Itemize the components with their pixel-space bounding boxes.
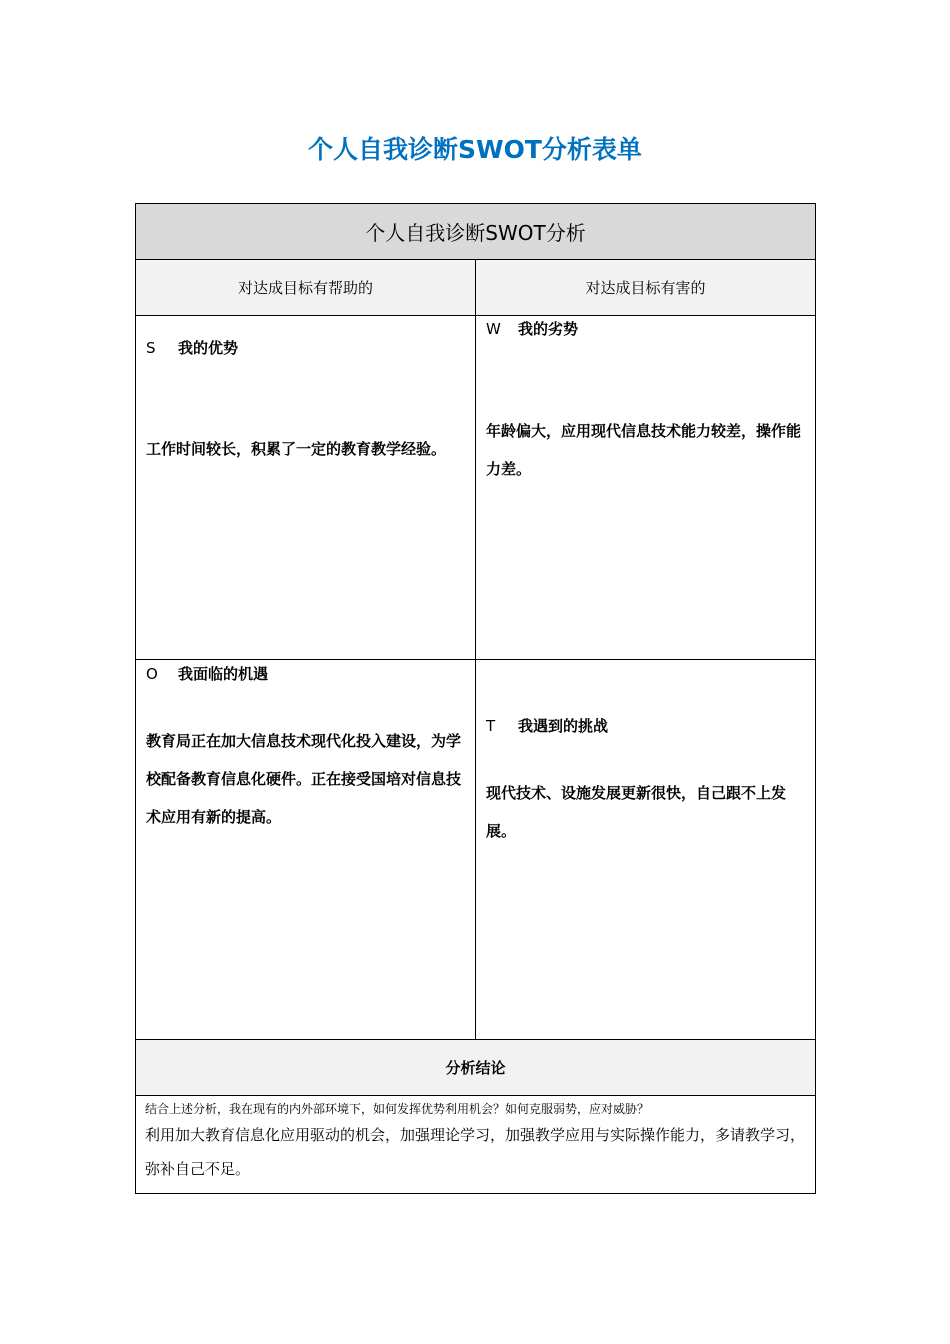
table-header: 个人自我诊断SWOT分析 <box>136 204 816 260</box>
threats-heading <box>486 716 608 736</box>
opportunities-title: 我面临的机遇 <box>178 665 269 683</box>
strengths-cell[interactable] <box>136 316 476 660</box>
opportunities-cell[interactable] <box>136 660 476 1040</box>
conclusion-body: 利用加大教育信息化应用驱动的机会，加强理论学习，加强教学应用与实际操作能力，多请教学习，弥补自己不足。 <box>145 1126 806 1178</box>
conclusion-header: 分析结论 <box>136 1040 816 1096</box>
threats-cell[interactable] <box>476 660 816 1040</box>
strengths-title: 我的优势 <box>178 339 239 357</box>
weaknesses-letter: W <box>486 320 501 338</box>
opportunities-letter: O <box>146 665 158 683</box>
threats-letter: T <box>486 717 496 735</box>
strengths-heading <box>146 338 238 358</box>
strengths-body: 工作时间较长，积累了一定的教育教学经验。 <box>146 440 447 458</box>
helpful-column-header: 对达成目标有帮助的 <box>136 260 476 316</box>
swot-table <box>135 203 816 1194</box>
weaknesses-title: 我的劣势 <box>518 320 579 338</box>
harmful-column-header: 对达成目标有害的 <box>476 260 816 316</box>
opportunities-heading <box>146 664 268 684</box>
weaknesses-heading <box>486 319 578 339</box>
document-title: 个人自我诊断SWOT分析表单 <box>308 135 642 164</box>
weaknesses-cell[interactable] <box>476 316 816 660</box>
opportunities-body: 教育局正在加大信息技术现代化投入建设，为学校配备教育信息化硬件。正在接受国培对信息技术应用有新的提高。 <box>146 732 462 826</box>
conclusion-question: 结合上述分析，我在现有的内外部环境下，如何发挥优势利用机会？如何克服弱势，应对威胁？ <box>145 1102 650 1116</box>
weaknesses-body: 年龄偏大，应用现代信息技术能力较差，操作能力差。 <box>486 422 802 478</box>
threats-title: 我遇到的挑战 <box>518 717 609 735</box>
conclusion-cell[interactable] <box>136 1096 816 1194</box>
threats-body: 现代技术、设施发展更新很快，自己跟不上发展。 <box>486 784 787 840</box>
strengths-letter: S <box>146 339 156 357</box>
